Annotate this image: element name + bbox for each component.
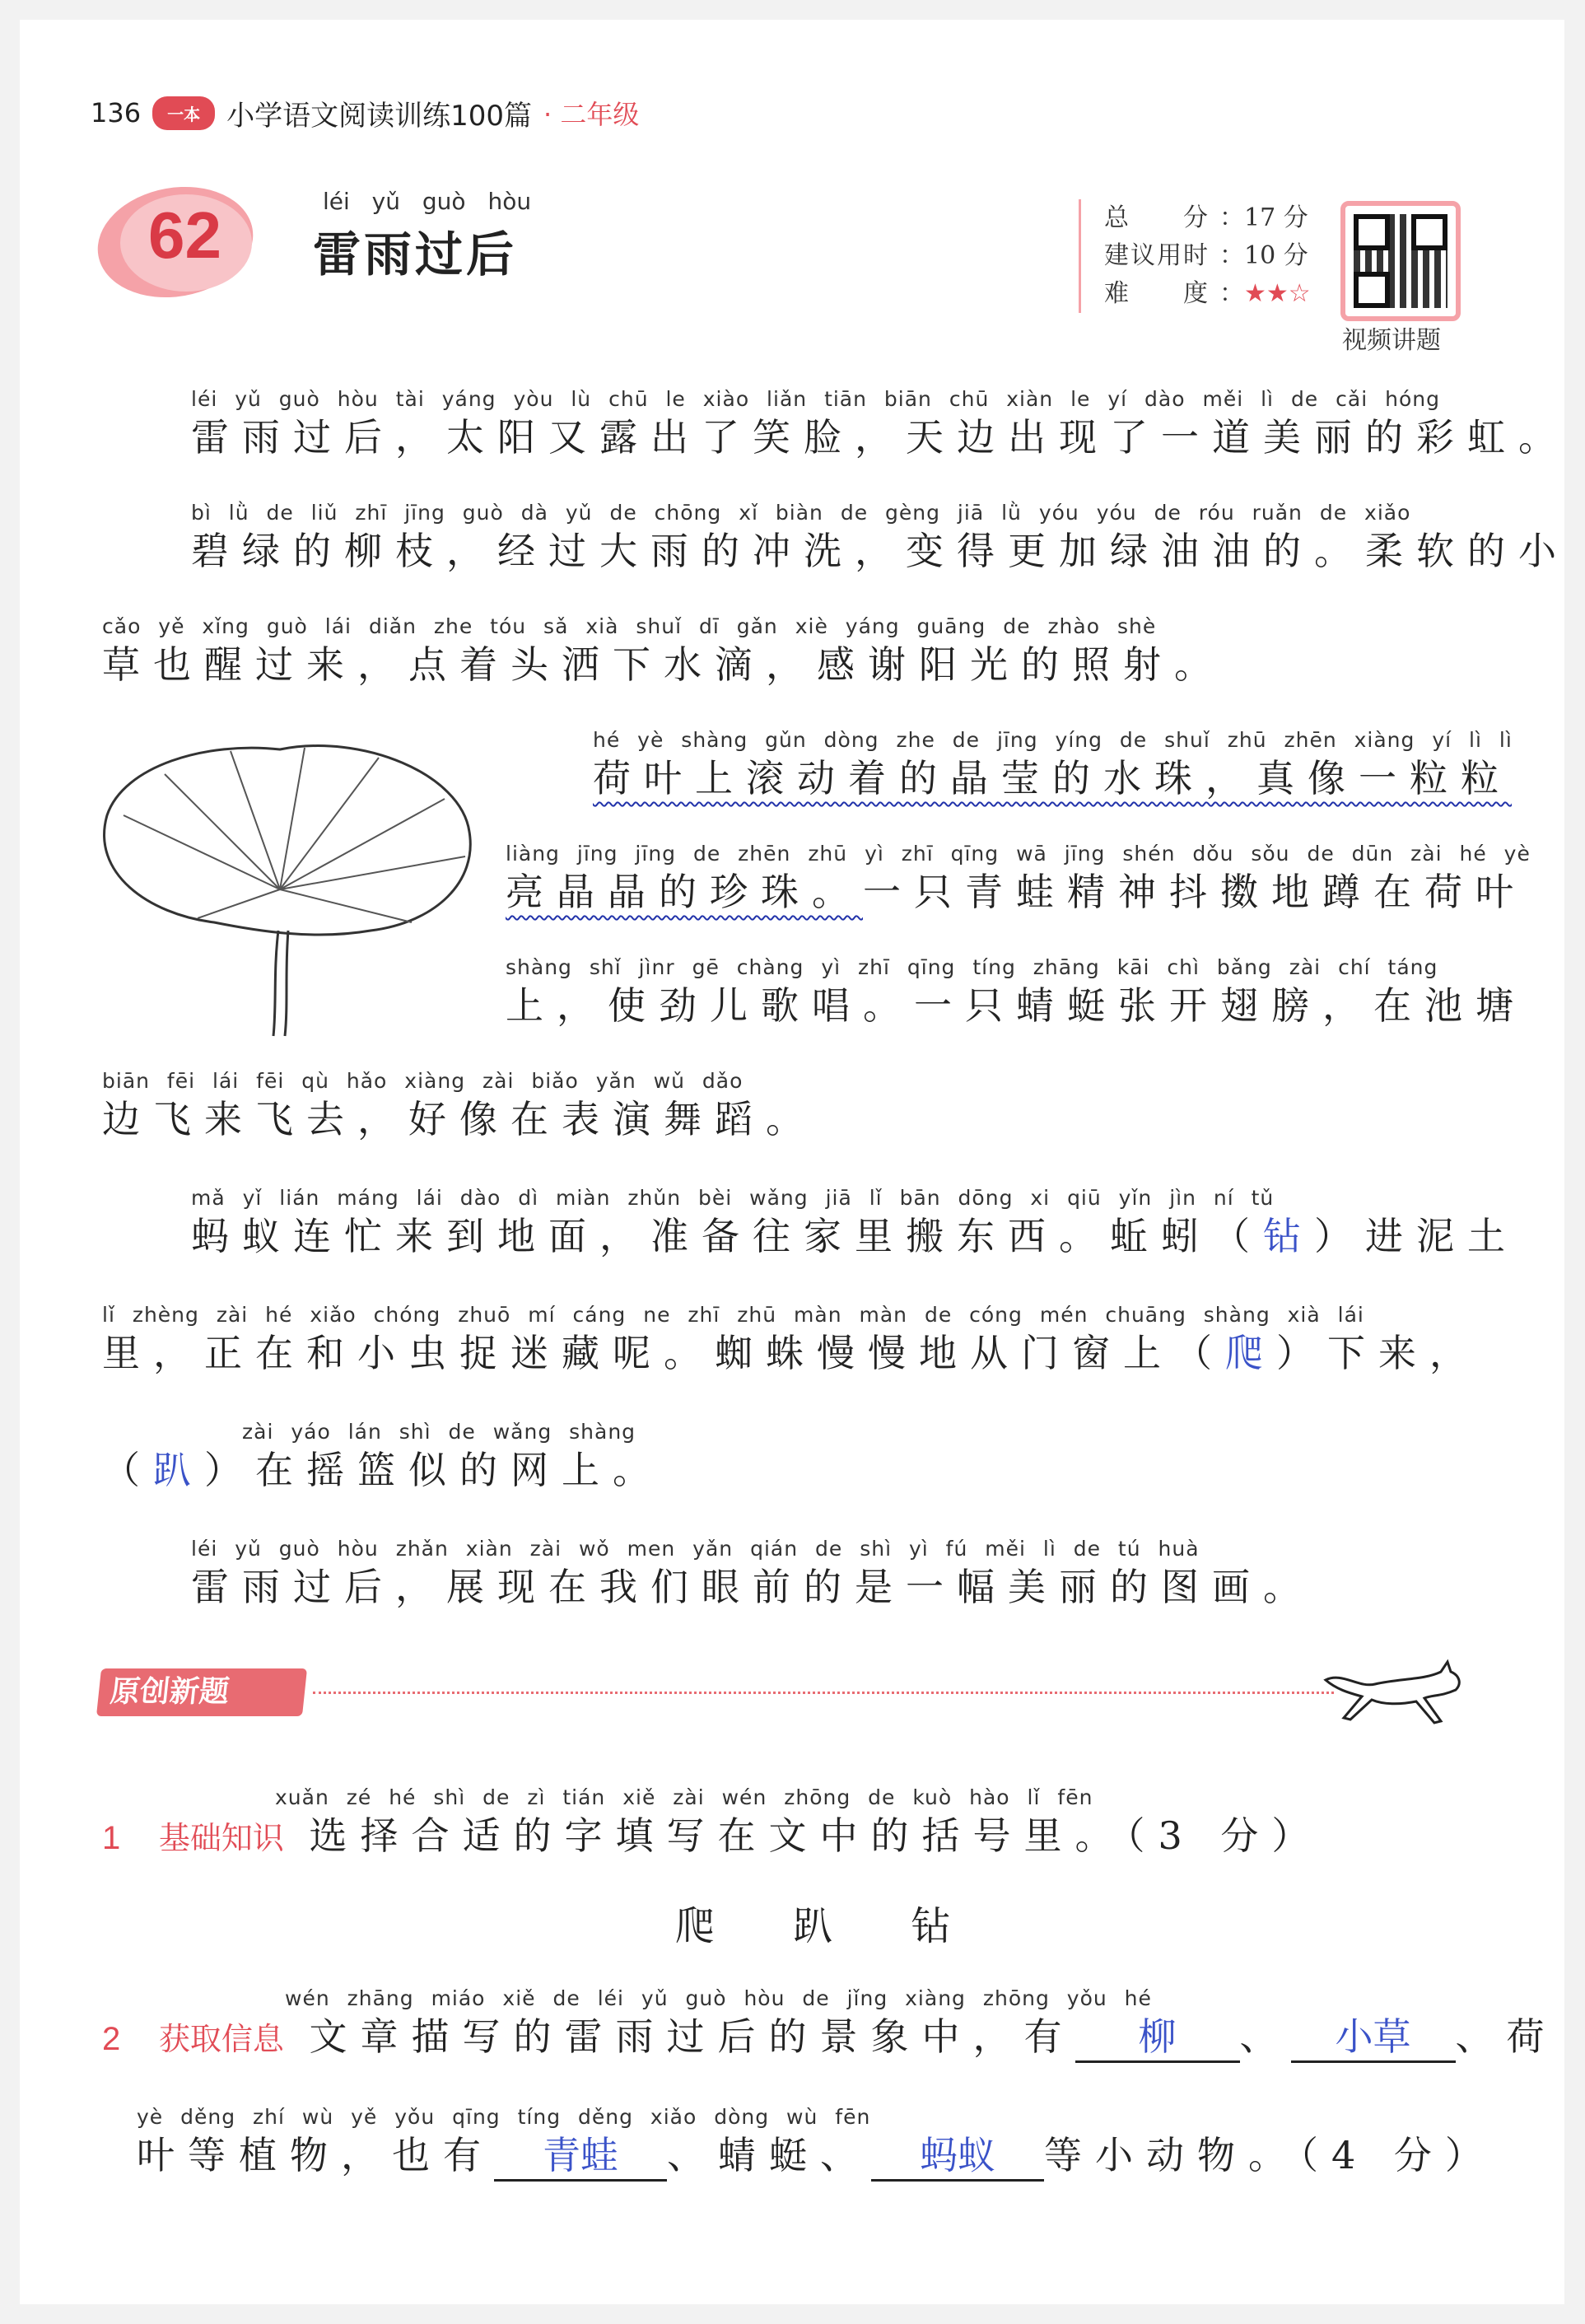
text-segment: 蚂蚁连忙来到地面，准备往家里搬东西。蚯蚓（ [191,1214,1263,1258]
question-text: 等小动物。（4 分） [1044,2133,1496,2177]
page-header [91,92,639,133]
pinyin-row: shàng shǐ jìnr gē chàng yì zhī qīng tíng zhāng kāi chì bǎng zài chí táng [506,955,1438,979]
qr-code-icon[interactable] [1340,201,1461,321]
passage-line-9 [102,1303,1480,1377]
question-1 [102,1785,1322,1862]
question-tag: 获取信息 [158,2021,284,2057]
passage-line-7 [102,1069,817,1143]
total-score-label: 总 分 [1104,203,1210,232]
pinyin-row: hé yè shàng gǔn dòng zhe de jīng yíng de shuǐ zhū zhēn xiàng yí lì lì [593,728,1513,752]
total-score-value: ：17 分 [1219,203,1308,232]
underlined-text: 亮晶晶的珍珠。 [506,870,863,914]
lotus-leaf-illustration [91,725,486,1038]
time-value: ：10 分 [1219,241,1308,270]
workbook-page [20,20,1564,2304]
passage-line-1 [191,387,1569,461]
answer-bracket-2[interactable]: 爬 [1225,1331,1276,1375]
qr-corner [1411,214,1447,250]
text-segment: 一只青蛙精神抖擞地蹲在荷叶 [863,870,1527,914]
title-pinyin: léi yǔ guò hòu [323,188,532,215]
passage-line-5 [506,842,1531,916]
pinyin-row: bì lǜ de liǔ zhī jīng guò dà yǔ de chōng xǐ biàn de gèng jiā lǜ yóu yóu de róu ruǎn de xiǎo [191,501,1411,525]
section-badge: 原创新题 [96,1668,307,1716]
text-segment: ）进泥土 [1314,1214,1518,1258]
qr-corner [1354,214,1390,250]
question-text: 、荷 [1455,2014,1558,2059]
pinyin-row: léi yǔ guò hòu tài yáng yòu lù chū le xiào liǎn tiān biān chū xiàn le yí dào měi lì de cǎi hóng [191,387,1440,411]
separator: 、 [1239,2014,1291,2059]
pinyin-row: yè děng zhí wù yě yǒu qīng tíng děng xiǎo dòng wù fēn [137,2105,871,2129]
question-2-line-2 [137,2105,1496,2182]
question-text: 选择合适的字填写在文中的括号里。（3 分） [309,1813,1323,1858]
answer-blank-2[interactable]: 小草 [1291,2013,1456,2063]
question-number: 2 [102,2021,134,2057]
section-divider [313,1692,1334,1694]
text-segment: （ [102,1448,153,1492]
answer-blank-4[interactable]: 蚂蚁 [871,2131,1044,2182]
passage-line-3 [102,614,1225,688]
answer-bracket-1[interactable]: 钻 [1263,1214,1314,1258]
text-row: 碧绿的柳枝，经过大雨的冲洗，变得更加绿油油的。柔软的小 [191,529,1569,573]
running-cat-icon [1317,1647,1466,1729]
lesson-number: 62 [148,198,221,272]
pinyin-row: biān fēi lái fēi qù hǎo xiàng zài biǎo yǎn wǔ dǎo [102,1069,744,1093]
book-title: 小学语文阅读训练100篇 [226,99,532,133]
pinyin-row: liàng jīng jīng de zhēn zhū yì zhī qīng wā jīng shén dǒu sǒu de dūn zài hé yè [506,842,1531,866]
text-row: 雷雨过后，太阳又露出了笑脸，天边出现了一道美丽的彩虹。 [191,415,1569,460]
text-row: 边飞来飞去，好像在表演舞蹈。 [102,1097,817,1141]
passage-line-10 [102,1420,664,1494]
word-choices: 爬 趴 钻 [675,1903,984,1949]
text-row: 雷雨过后，展现在我们眼前的是一幅美丽的图画。 [191,1565,1314,1609]
passage-line-4 [593,728,1513,802]
text-row: 草也醒过来，点着头洒下水滴，感谢阳光的照射。 [102,642,1225,687]
text-row: 上，使劲儿歌唱。一只蜻蜓张开翅膀，在池塘 [506,983,1527,1028]
lesson-title: 雷雨过后 [313,226,518,282]
difficulty-colon: ： [1219,279,1244,308]
pinyin-row: xuǎn zé hé shì de zì tián xiě zài wén zhōng de kuò hào lǐ fēn [275,1785,1093,1809]
answer-blank-3[interactable]: 青蛙 [494,2131,667,2182]
text-segment: 里，正在和小虫捉迷藏呢。蜘蛛慢慢地从门窗上（ [102,1331,1225,1375]
question-text: 文章描写的雷雨过后的景象中，有 [309,2014,1075,2059]
grade-label: · 二年级 [543,99,640,130]
question-2 [102,1986,1558,2063]
text-segment: ）在摇篮似的网上。 [204,1448,664,1492]
difficulty-label: 难 度 [1104,279,1210,308]
passage-line-11 [191,1537,1314,1611]
passage-line-2 [191,501,1569,575]
question-text: 叶等植物，也有 [137,2133,494,2177]
difficulty-stars-icon: ★★☆ [1244,279,1311,308]
brand-logo: 一本 [152,96,215,130]
underlined-text-row: 荷叶上滚动着的晶莹的水珠，真像一粒粒 [593,756,1512,800]
text-segment: ）下来， [1276,1331,1480,1375]
score-info [1079,199,1311,313]
pinyin-row: wén zhāng miáo xiě de léi yǔ guò hòu de jǐng xiàng zhōng yǒu hé [285,1986,1152,2010]
passage-line-6 [506,955,1527,1029]
pinyin-row: lǐ zhèng zài hé xiǎo chóng zhuō mí cáng ne zhī zhū màn màn de cóng mén chuāng shàng xià lái [102,1303,1364,1327]
pinyin-row: cǎo yě xǐng guò lái diǎn zhe tóu sǎ xià shuǐ dī gǎn xiè yáng guāng de zhào shè [102,614,1157,638]
qr-caption: 视频讲题 [1342,326,1441,355]
answer-bracket-3[interactable]: 趴 [153,1448,204,1492]
question-number: 1 [102,1820,134,1856]
question-tag: 基础知识 [158,1820,284,1856]
time-label: 建议用时 [1104,241,1210,270]
pinyin-row: mǎ yǐ lián máng lái dào dì miàn zhǔn bèi wǎng jiā lǐ bān dōng xi qiū yǐn jìn ní tǔ [191,1186,1275,1210]
answer-blank-1[interactable]: 柳 [1075,2013,1240,2063]
qr-corner [1354,272,1390,308]
passage-line-8 [191,1186,1518,1260]
page-number: 136 [91,97,142,128]
pinyin-row: zài yáo lán shì de wǎng shàng [242,1420,636,1444]
pinyin-row: léi yǔ guò hòu zhǎn xiàn zài wǒ men yǎn qián de shì yì fú měi lì de tú huà [191,1537,1200,1561]
question-text: 、蜻蜓、 [667,2133,871,2177]
